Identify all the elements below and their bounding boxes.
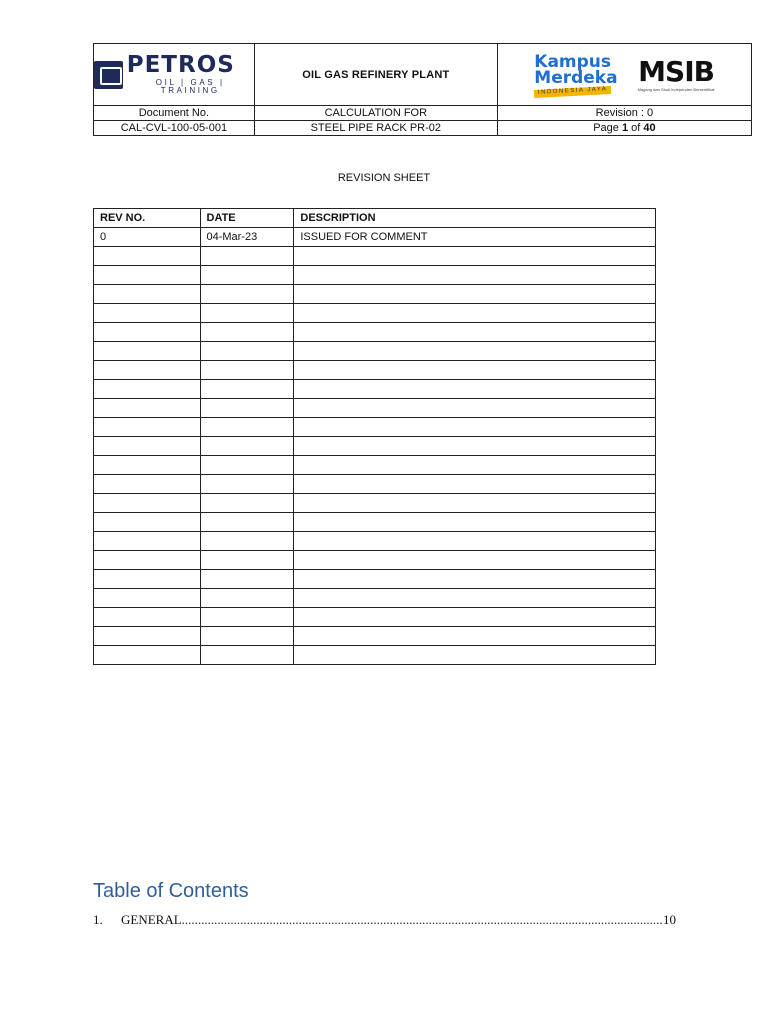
rev-no-cell: 0 — [94, 228, 201, 247]
toc-entry-leader — [182, 912, 663, 928]
description-cell — [294, 361, 656, 380]
date-cell — [200, 494, 294, 513]
date-cell: 04-Mar-23 — [200, 228, 294, 247]
col-header-date: DATE — [200, 209, 294, 228]
date-cell — [200, 342, 294, 361]
table-row — [94, 456, 656, 475]
table-row — [94, 323, 656, 342]
toc-title: Table of Contents — [93, 880, 249, 902]
page-of: of — [628, 122, 644, 134]
description-cell — [294, 342, 656, 361]
date-cell — [200, 266, 294, 285]
description-cell — [294, 304, 656, 323]
calc-title-line2: STEEL PIPE RACK PR-02 — [254, 121, 497, 136]
revision-sheet-title: REVISION SHEET — [337, 172, 431, 184]
date-cell — [200, 418, 294, 437]
toc-entry[interactable] — [93, 912, 676, 928]
table-row — [94, 247, 656, 266]
page-indicator — [497, 121, 751, 136]
revision-label: Revision : 0 — [497, 106, 751, 121]
description-cell — [294, 494, 656, 513]
partner-logos-cell — [497, 44, 751, 106]
description-cell — [294, 589, 656, 608]
date-cell — [200, 304, 294, 323]
rev-no-cell — [94, 304, 201, 323]
table-row — [94, 475, 656, 494]
table-row — [94, 266, 656, 285]
date-cell — [200, 437, 294, 456]
rev-no-cell — [94, 247, 201, 266]
table-row — [94, 342, 656, 361]
date-cell — [200, 513, 294, 532]
description-cell — [294, 380, 656, 399]
description-cell: ISSUED FOR COMMENT — [294, 228, 656, 247]
table-row — [94, 304, 656, 323]
rev-no-cell — [94, 323, 201, 342]
description-cell — [294, 456, 656, 475]
description-cell — [294, 323, 656, 342]
rev-no-cell — [94, 399, 201, 418]
rev-no-cell — [94, 456, 201, 475]
kampus-logo-line2: Merdeka — [534, 67, 618, 88]
table-row — [94, 608, 656, 627]
revision-table-header — [94, 209, 656, 228]
page-total: 40 — [643, 122, 656, 134]
rev-no-cell — [94, 551, 201, 570]
rev-no-cell — [94, 285, 201, 304]
page-current: 1 — [621, 122, 629, 134]
date-cell — [200, 551, 294, 570]
col-header-rev-no: REV NO. — [94, 209, 201, 228]
document-no-value: CAL-CVL-100-05-001 — [94, 121, 255, 136]
table-row — [94, 285, 656, 304]
description-cell — [294, 608, 656, 627]
description-cell — [294, 475, 656, 494]
toc-entry-label: GENERAL — [121, 912, 182, 927]
rev-no-cell — [94, 494, 201, 513]
rev-no-cell — [94, 608, 201, 627]
rev-no-cell — [94, 532, 201, 551]
table-row — [94, 513, 656, 532]
rev-no-cell — [94, 646, 201, 665]
date-cell — [200, 589, 294, 608]
rev-no-cell — [94, 266, 201, 285]
toc-entry-page: 10 — [663, 912, 676, 927]
date-cell — [200, 475, 294, 494]
date-cell — [200, 570, 294, 589]
date-cell — [200, 247, 294, 266]
date-cell — [200, 646, 294, 665]
table-row — [94, 418, 656, 437]
table-row — [94, 551, 656, 570]
msib-logo-tagline: Magang dan Studi Independen Bersertifikat — [637, 86, 715, 92]
rev-no-cell — [94, 513, 201, 532]
kampus-logo-line1: Kampus — [534, 51, 612, 72]
rev-no-cell — [94, 437, 201, 456]
description-cell — [294, 551, 656, 570]
date-cell — [200, 532, 294, 551]
table-row — [94, 361, 656, 380]
page-prefix: Page — [593, 122, 622, 134]
table-row — [94, 437, 656, 456]
rev-no-cell — [94, 475, 201, 494]
date-cell — [200, 380, 294, 399]
revision-table — [93, 208, 656, 665]
petros-logo-icon — [94, 61, 123, 89]
description-cell — [294, 437, 656, 456]
date-cell — [200, 627, 294, 646]
table-row — [94, 646, 656, 665]
date-cell — [200, 608, 294, 627]
table-row — [94, 494, 656, 513]
description-cell — [294, 285, 656, 304]
petros-logo-name: PETROS — [126, 52, 235, 78]
description-cell — [294, 418, 656, 437]
description-cell — [294, 247, 656, 266]
col-header-description: DESCRIPTION — [294, 209, 656, 228]
rev-no-cell — [94, 342, 201, 361]
description-cell — [294, 513, 656, 532]
rev-no-cell — [94, 627, 201, 646]
description-cell — [294, 627, 656, 646]
date-cell — [200, 323, 294, 342]
table-row — [94, 532, 656, 551]
table-row — [94, 399, 656, 418]
toc-entry-number: 1. — [93, 912, 103, 927]
rev-no-cell — [94, 380, 201, 399]
date-cell — [200, 361, 294, 380]
petros-logo — [94, 44, 254, 105]
kampus-logo-band: INDONESIA JAYA — [534, 86, 612, 98]
rev-no-cell — [94, 361, 201, 380]
msib-logo — [637, 54, 715, 92]
plant-title: OIL GAS REFINERY PLANT — [254, 44, 497, 106]
date-cell — [200, 285, 294, 304]
document-header — [93, 43, 752, 136]
rev-no-cell — [94, 570, 201, 589]
petros-logo-tagline: OIL | GAS | TRAINING — [155, 78, 225, 95]
table-row — [94, 228, 656, 247]
document-no-label: Document No. — [94, 106, 255, 121]
description-cell — [294, 532, 656, 551]
table-row — [94, 589, 656, 608]
table-row — [94, 627, 656, 646]
rev-no-cell — [94, 589, 201, 608]
description-cell — [294, 570, 656, 589]
table-row — [94, 570, 656, 589]
date-cell — [200, 456, 294, 475]
kampus-merdeka-logo — [534, 51, 618, 96]
table-row — [94, 380, 656, 399]
date-cell — [200, 399, 294, 418]
description-cell — [294, 266, 656, 285]
calc-title-line1: CALCULATION FOR — [254, 106, 497, 121]
rev-no-cell — [94, 418, 201, 437]
msib-logo-name: MSIB — [638, 54, 714, 88]
company-logo-cell — [94, 44, 255, 106]
description-cell — [294, 399, 656, 418]
description-cell — [294, 646, 656, 665]
